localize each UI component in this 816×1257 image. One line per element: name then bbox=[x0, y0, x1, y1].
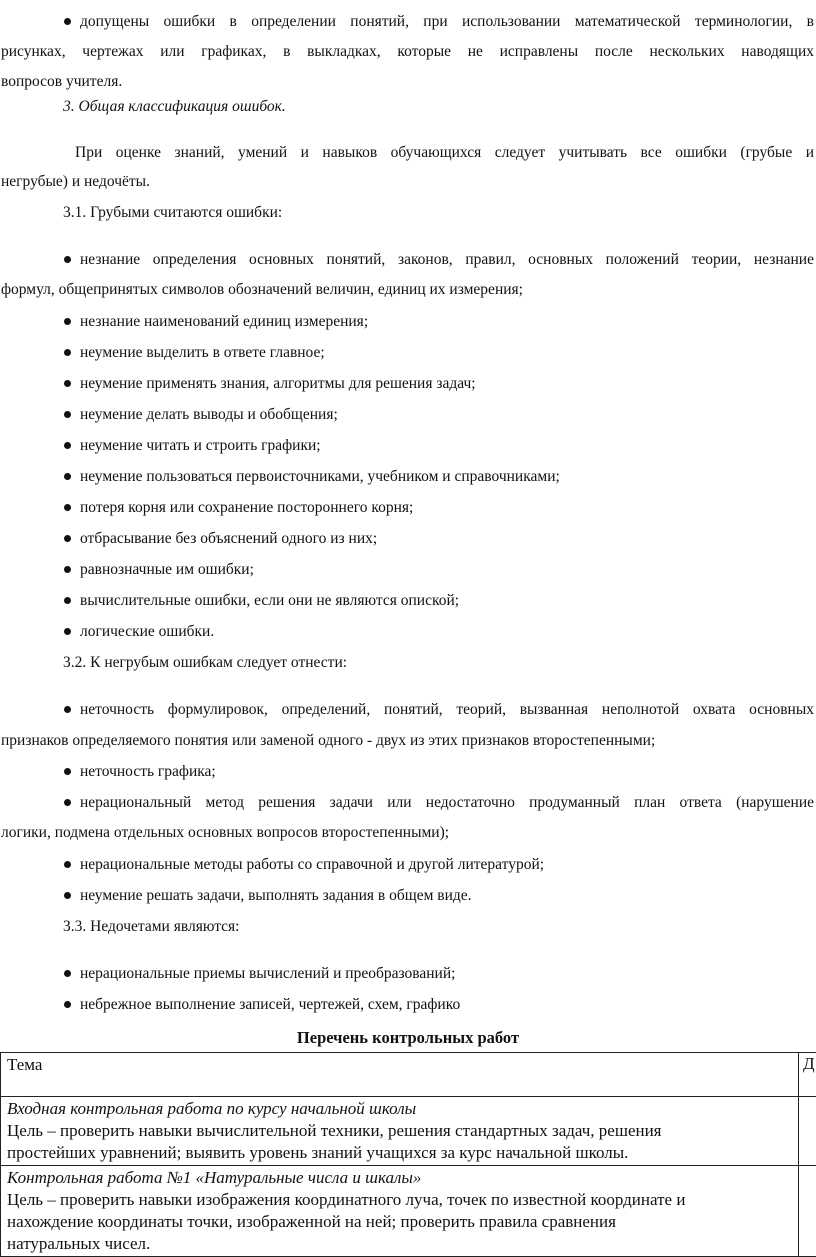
work-goal-line: натуральных чисел. bbox=[7, 1234, 151, 1253]
paragraph-line: рисунках, чертежах или графиках, в выкладках, которые не исправлены после нескольких наводящих bbox=[1, 43, 814, 60]
bullet-icon bbox=[64, 411, 71, 418]
bullet-icon bbox=[64, 892, 71, 899]
work-goal-line: нахождение координаты точки, изображенной на ней; проверить правила сравнения bbox=[7, 1212, 616, 1231]
list-item-continuation: логики, подмена отдельных основных вопросов второстепенными); bbox=[1, 824, 450, 841]
list-item: незнание наименований единиц измерения; bbox=[80, 313, 369, 330]
header-cell-topic: Тема bbox=[1, 1053, 799, 1097]
paragraph-line: вопросов учителя. bbox=[1, 73, 123, 90]
paragraph-line: негрубые) и недочёты. bbox=[1, 173, 150, 190]
subsection-heading: 3.2. К негрубым ошибкам следует отнести: bbox=[63, 654, 348, 671]
list-item: нерациональный метод решения задачи или недостаточно продуманный план ответа (нарушение bbox=[80, 794, 814, 811]
bullet-icon bbox=[64, 768, 71, 775]
table-row bbox=[1, 1166, 816, 1257]
list-item: логические ошибки. bbox=[80, 623, 215, 640]
bullet-icon bbox=[64, 380, 71, 387]
bullet-icon bbox=[64, 628, 71, 635]
header-cell-date: Д bbox=[799, 1053, 816, 1097]
list-item: незнание определения основных понятий, законов, правил, основных положений теории, незнание bbox=[80, 251, 814, 268]
table-cell bbox=[1, 1166, 799, 1257]
table-header-row bbox=[1, 1053, 816, 1097]
bullet-icon bbox=[64, 318, 71, 325]
bullet-icon bbox=[64, 535, 71, 542]
work-goal-line: простейших уравнений; выявить уровень знаний учащихся за курс начальной школы. bbox=[7, 1143, 629, 1162]
list-item: неумение пользоваться первоисточниками, учебником и справочниками; bbox=[80, 468, 560, 485]
list-item: потеря корня или сохранение постороннего корня; bbox=[80, 499, 414, 516]
bullet-icon bbox=[64, 442, 71, 449]
work-goal-line: Цель – проверить навыки вычислительной техники, решения стандартных задач, решения bbox=[7, 1121, 662, 1140]
bullet-icon bbox=[64, 566, 71, 573]
bullet-icon bbox=[64, 706, 71, 713]
list-item: неумение выделить в ответе главное; bbox=[80, 344, 325, 361]
subsection-heading: 3.1. Грубыми считаются ошибки: bbox=[63, 204, 283, 221]
list-item-continuation: формул, общепринятых символов обозначений величин, единиц их измерения; bbox=[1, 281, 523, 298]
subsection-heading: 3.3. Недочетами являются: bbox=[63, 918, 240, 935]
list-item: неумение читать и строить графики; bbox=[80, 437, 321, 454]
list-item: неумение делать выводы и обобщения; bbox=[80, 406, 338, 423]
list-item: неумение решать задачи, выполнять задания в общем виде. bbox=[80, 887, 472, 904]
section-title: 3. Общая классификация ошибок. bbox=[63, 98, 286, 115]
bullet-icon bbox=[64, 473, 71, 480]
table-heading: Перечень контрольных работ bbox=[296, 1028, 520, 1047]
bullet-icon bbox=[64, 861, 71, 868]
list-item: неточность графика; bbox=[80, 763, 216, 780]
bullet-icon bbox=[64, 18, 71, 25]
bullet-icon bbox=[64, 349, 71, 356]
paragraph-line: допущены ошибки в определении понятий, при использовании математической терминологии, в bbox=[80, 13, 814, 30]
table-cell bbox=[1, 1097, 799, 1166]
control-works-table bbox=[0, 1052, 816, 1257]
table-cell-empty bbox=[799, 1166, 816, 1257]
list-item: небрежное выполнение записей, чертежей, схем, графико bbox=[80, 996, 461, 1013]
bullet-icon bbox=[64, 504, 71, 511]
bullet-icon bbox=[64, 256, 71, 263]
work-goal-line: Цель – проверить навыки изображения координатного луча, точек по известной координате и bbox=[7, 1190, 686, 1209]
list-item: вычислительные ошибки, если они не являются опиской; bbox=[80, 592, 460, 609]
table-row bbox=[1, 1097, 816, 1166]
bullet-icon bbox=[64, 799, 71, 806]
list-item-continuation: признаков определяемого понятия или заменой одного - двух из этих признаков второстепенными; bbox=[1, 732, 656, 749]
list-item: нерациональные методы работы со справочной и другой литературой; bbox=[80, 856, 545, 873]
list-item: отбрасывание без объяснений одного из них; bbox=[80, 530, 378, 547]
list-item: нерациональные приемы вычислений и преобразований; bbox=[80, 965, 456, 982]
paragraph-line: При оценке знаний, умений и навыков обучающихся следует учитывать все ошибки (грубые и bbox=[75, 144, 814, 161]
list-item: неумение применять знания, алгоритмы для решения задач; bbox=[80, 375, 476, 392]
list-item: неточность формулировок, определений, понятий, теорий, вызванная неполнотой охвата основных bbox=[80, 701, 814, 718]
list-item: равнозначные им ошибки; bbox=[80, 561, 254, 578]
bullet-icon bbox=[64, 597, 71, 604]
work-title: Входная контрольная работа по курсу начальной школы bbox=[7, 1099, 417, 1118]
bullet-icon bbox=[64, 970, 71, 977]
table-cell-empty bbox=[799, 1097, 816, 1166]
work-title: Контрольная работа №1 «Натуральные числа и шкалы» bbox=[7, 1168, 422, 1187]
bullet-icon bbox=[64, 1001, 71, 1008]
